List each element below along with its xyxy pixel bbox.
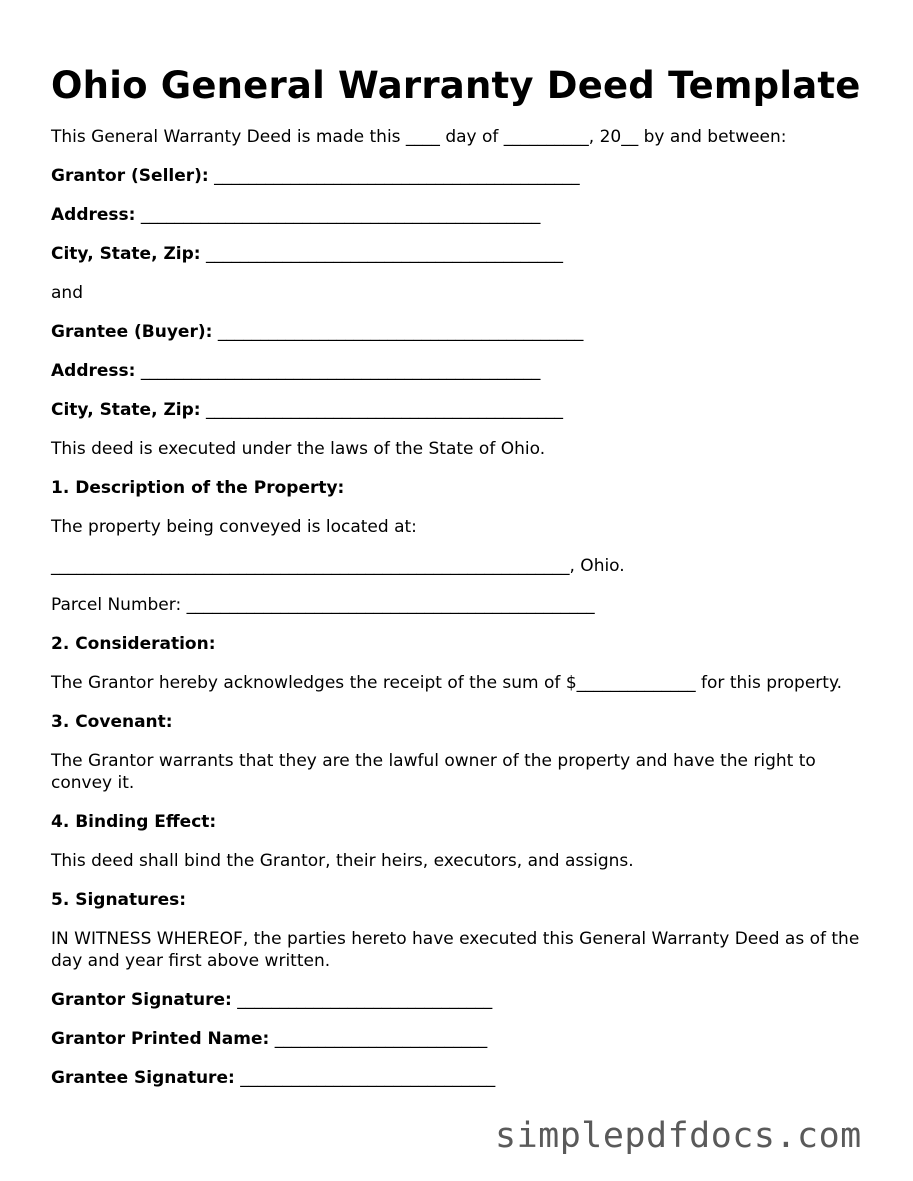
grantor-name-line xyxy=(51,165,871,187)
grantor-address-blank: _______________________________________________ xyxy=(140,205,541,225)
parcel-number-line: Parcel Number: ________________________________________________ xyxy=(51,595,595,615)
grantee-name-line xyxy=(51,321,871,343)
grantor-city-blank: __________________________________________ xyxy=(205,244,563,264)
property-location-line: _____________________________________________________________, Ohio. xyxy=(51,556,625,576)
section-2-heading: 2. Consideration: xyxy=(51,634,216,654)
laws-text: This deed is executed under the laws of the State of Ohio. xyxy=(51,439,546,459)
grantee-city-label: City, State, Zip: xyxy=(51,400,201,420)
consideration-text: The Grantor hereby acknowledges the receipt of the sum of $______________ for this property. xyxy=(51,673,842,693)
section-5-heading: 5. Signatures: xyxy=(51,890,187,910)
grantee-signature-line xyxy=(51,1067,871,1089)
section-1-heading: 1. Description of the Property: xyxy=(51,478,345,498)
grantor-printed-name-label: Grantor Printed Name: xyxy=(51,1029,270,1049)
document-title: Ohio General Warranty Deed Template xyxy=(51,64,861,107)
and-text: and xyxy=(51,283,83,303)
grantor-city-line xyxy=(51,243,871,265)
property-located-text: The property being conveyed is located at: xyxy=(51,517,417,537)
grantee-name-blank: ___________________________________________ xyxy=(217,322,584,342)
grantee-signature-label: Grantee Signature: xyxy=(51,1068,235,1088)
binding-effect-text: This deed shall bind the Grantor, their heirs, executors, and assigns. xyxy=(51,851,634,871)
grantor-address-label: Address: xyxy=(51,205,136,225)
grantor-name-label: Grantor (Seller): xyxy=(51,166,209,186)
intro-text: This General Warranty Deed is made this ____ day of __________, 20__ by and between: xyxy=(51,127,787,147)
grantor-printed-name-line xyxy=(51,1028,871,1050)
grantee-city-blank: __________________________________________ xyxy=(205,400,563,420)
grantee-city-line xyxy=(51,399,871,421)
document-page xyxy=(51,60,871,1106)
grantor-printed-name-blank: _________________________ xyxy=(274,1029,488,1049)
grantee-signature-blank: ______________________________ xyxy=(240,1068,496,1088)
section-3-heading: 3. Covenant: xyxy=(51,712,173,732)
grantor-name-blank: ___________________________________________ xyxy=(214,166,580,186)
grantor-address-line xyxy=(51,204,871,226)
grantor-signature-line xyxy=(51,989,871,1011)
grantor-signature-blank: ______________________________ xyxy=(237,990,493,1010)
grantee-address-line xyxy=(51,360,871,382)
grantor-city-label: City, State, Zip: xyxy=(51,244,201,264)
grantee-address-blank: _______________________________________________ xyxy=(140,361,541,381)
grantee-name-label: Grantee (Buyer): xyxy=(51,322,213,342)
grantee-address-label: Address: xyxy=(51,361,136,381)
witness-text: IN WITNESS WHEREOF, the parties hereto have executed this General Warranty Deed as of the day and year first above written. xyxy=(51,929,860,971)
grantor-signature-label: Grantor Signature: xyxy=(51,990,232,1010)
section-4-heading: 4. Binding Effect: xyxy=(51,812,217,832)
covenant-text: The Grantor warrants that they are the lawful owner of the property and have the right to convey it. xyxy=(51,751,816,793)
watermark: simplepdfdocs.com xyxy=(495,1116,862,1156)
